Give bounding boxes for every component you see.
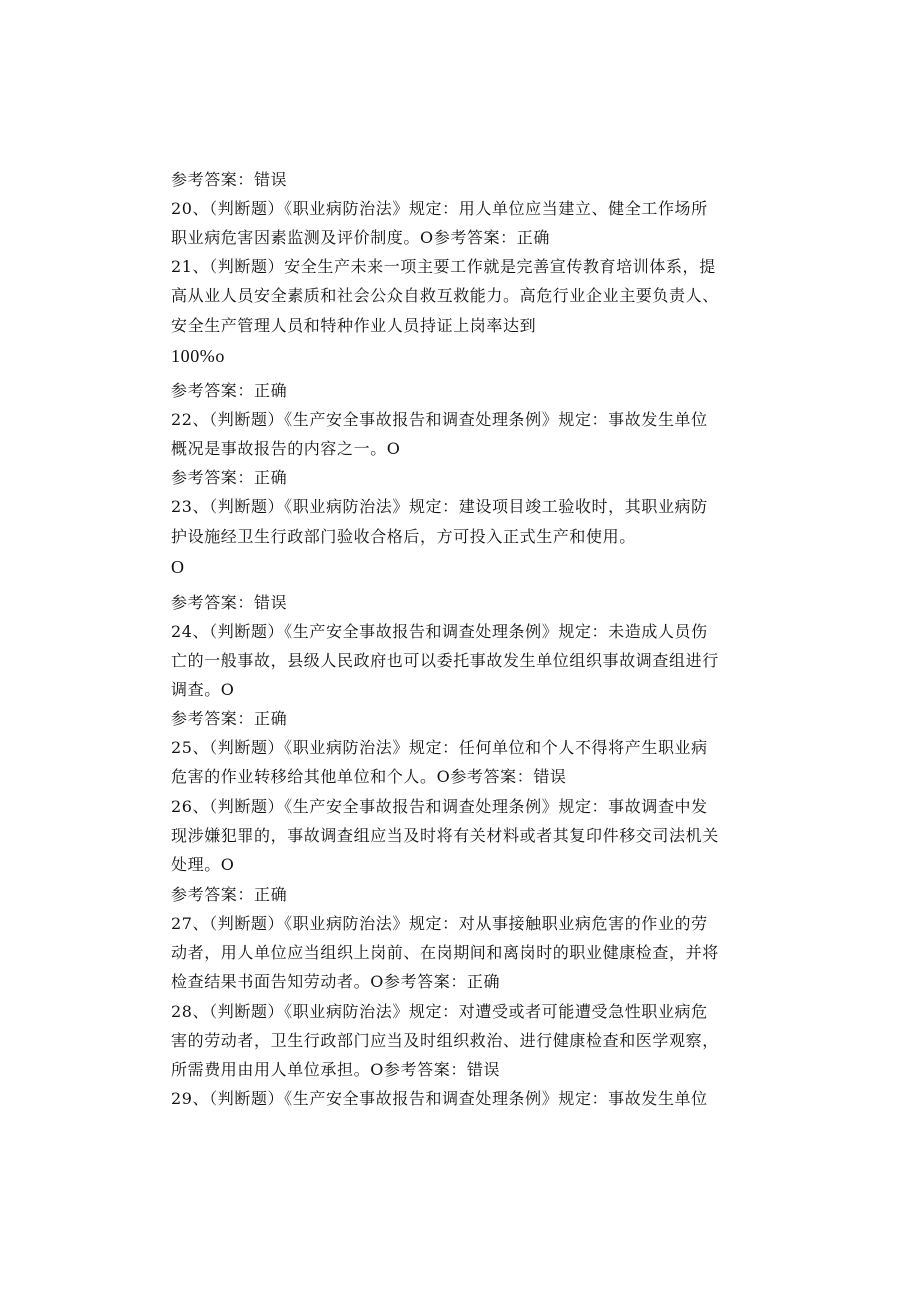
question-21-line-2: 高从业人员安全素质和社会公众自救互救能力。高危行业企业主要负责人、 [171, 286, 719, 305]
question-22-line-2: 概况是事故报告的内容之一。O [171, 439, 401, 458]
question-28-line-2: 害的劳动者，卫生行政部门应当及时组织救治、进行健康检查和医学观察， [171, 1031, 719, 1050]
question-21-line-3: 安全生产管理人员和特种作业人员持证上岗率达到 [171, 316, 537, 335]
question-26-line-1: 26、（判断题）《生产安全事故报告和调查处理条例》规定：事故调查中发 [171, 797, 708, 816]
question-24-line-2: 亡的一般事故，县级人民政府也可以委托事故发生单位组织事故调查组进行 [171, 651, 719, 670]
answer-line-19: 参考答案：错误 [171, 170, 288, 189]
question-23-line-3: O [171, 557, 185, 577]
question-25-line-2: 危害的作业转移给其他单位和个人。O参考答案：错误 [171, 767, 567, 786]
question-28-line-1: 28、（判断题）《职业病防治法》规定：对遭受或者可能遭受急性职业病危 [171, 1002, 708, 1021]
answer-line-26: 参考答案：正确 [171, 885, 288, 904]
answer-line-23: 参考答案：错误 [171, 593, 288, 612]
question-23-line-1: 23、（判断题）《职业病防治法》规定：建设项目竣工验收时，其职业病防 [171, 497, 708, 516]
answer-line-24: 参考答案：正确 [171, 709, 288, 728]
question-21-line-1: 21、（判断题）安全生产未来一项主要工作就是完善宣传教育培训体系，提 [171, 257, 716, 276]
answer-line-21: 参考答案：正确 [171, 381, 288, 400]
question-26-line-3: 处理。O [171, 855, 235, 874]
question-27-line-1: 27、（判断题）《职业病防治法》规定：对从事接触职业病危害的作业的劳 [171, 914, 708, 933]
answer-line-22: 参考答案：正确 [171, 468, 288, 487]
question-23-line-2: 护设施经卫生行政部门验收合格后，方可投入正式生产和使用。 [171, 527, 636, 546]
question-27-line-2: 动者，用人单位应当组织上岗前、在岗期间和离岗时的职业健康检查，并将 [171, 943, 719, 962]
question-25-line-1: 25、（判断题）《职业病防治法》规定：任何单位和个人不得将产生职业病 [171, 738, 708, 757]
question-22-line-1: 22、（判断题）《生产安全事故报告和调查处理条例》规定：事故发生单位 [171, 410, 708, 429]
question-20-line-1: 20、（判断题）《职业病防治法》规定：用人单位应当建立、健全工作场所 [171, 199, 708, 218]
question-24-line-3: 调查。O [171, 680, 235, 699]
question-27-line-3: 检查结果书面告知劳动者。O参考答案：正确 [171, 972, 501, 991]
question-20-line-2: 职业病危害因素监测及评价制度。O参考答案：正确 [171, 228, 550, 247]
question-28-line-3: 所需费用由用人单位承担。O参考答案：错误 [171, 1060, 501, 1079]
question-24-line-1: 24、（判断题）《生产安全事故报告和调查处理条例》规定：未造成人员伤 [171, 622, 708, 641]
question-26-line-2: 现涉嫌犯罪的，事故调查组应当及时将有关材料或者其复印件移交司法机关 [171, 826, 719, 845]
question-29-line-1: 29、（判断题）《生产安全事故报告和调查处理条例》规定：事故发生单位 [171, 1089, 708, 1108]
question-21-line-4: 100%o [171, 346, 225, 366]
